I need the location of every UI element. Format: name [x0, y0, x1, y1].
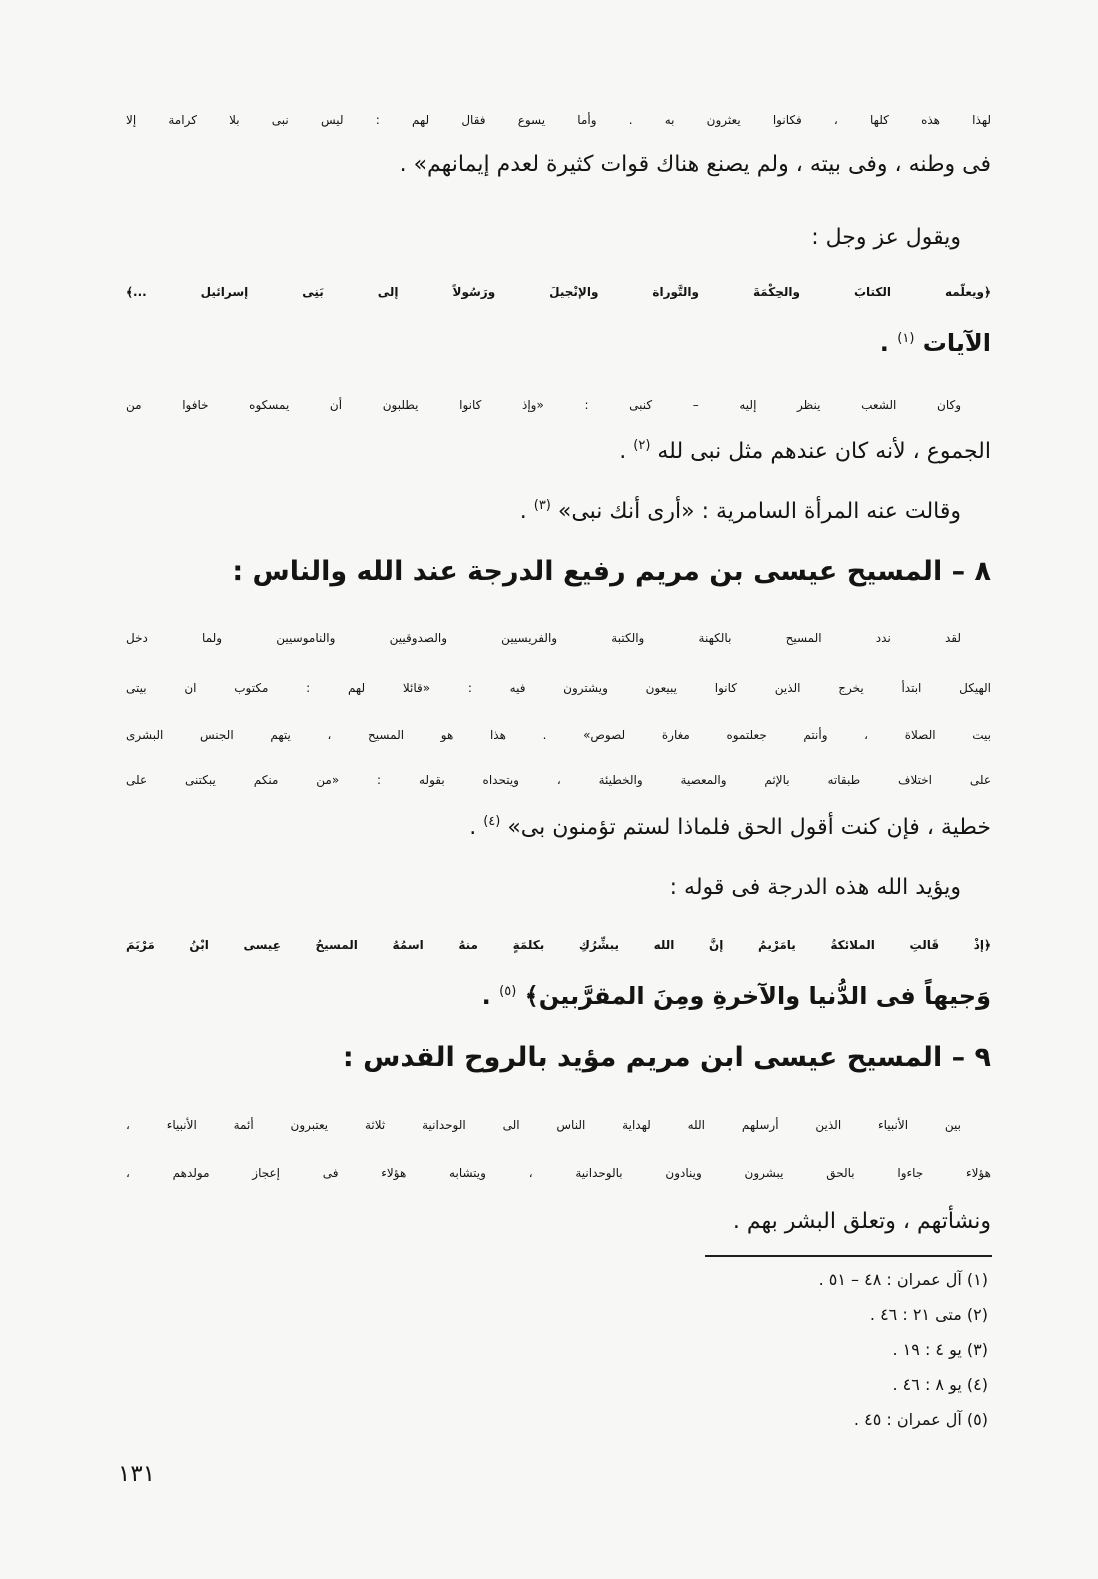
body-line — [126, 429, 991, 475]
footnote-ref: (٥) — [499, 984, 517, 999]
footnote-ref: (٣) — [533, 498, 551, 513]
body-line: بيت الصلاة ، وأنتم جعلتموه مغارة لصوص» . هذا هو المسيح ، يتهم الجنس البشرى — [126, 728, 991, 742]
verse-intro-line: ويؤيد الله هذه الدرجة فى قوله : — [669, 875, 961, 900]
body-line — [126, 805, 991, 851]
footnote-ref: (٤) — [483, 814, 501, 829]
body-line: على اختلاف طبقاته بالإثم والمعصية والخطيئة ، ويتحداه بقوله : «من منكم يبكتنى على — [126, 773, 991, 787]
footnote: (١) آل عمران : ٤٨ – ٥١ . — [818, 1270, 988, 1289]
verse-text: وَجيهاً فى الدُّنيا والآخرةِ ومِنَ المقرَّبين﴾ — [524, 982, 991, 1010]
footnote: (٤) يو ٨ : ٤٦ . — [892, 1375, 988, 1394]
footnote-ref: (١) — [897, 331, 915, 346]
body-line: وكان الشعب ينظر إليه – كنبى : «وإذ كانوا يطلبون أن يمسكوه خافوا من — [126, 398, 961, 412]
line-end: . — [481, 982, 491, 1010]
line-text: الجموع ، لأنه كان عندهم مثل نبى لله — [657, 439, 991, 464]
verse-text: الآيات — [922, 329, 991, 357]
body-line — [126, 489, 991, 535]
line-end: . — [619, 439, 627, 464]
section-heading: ٩ – المسيح عيسى ابن مريم مؤيد بالروح القدس : — [342, 1042, 991, 1073]
footnote: (٥) آل عمران : ٤٥ . — [853, 1410, 988, 1429]
footnote: (٢) متى ٢١ : ٤٦ . — [869, 1305, 988, 1324]
body-line: الهيكل ابتدأ يخرج الذين كانوا يبيعون ويشترون فيه : «قائلا لهم : مكتوب ان بيتى — [126, 681, 991, 695]
verse-intro-line: ويقول عز وجل : — [811, 225, 961, 250]
body-line: ونشأتهم ، وتعلق البشر بهم . — [732, 1209, 991, 1234]
section-heading: ٨ – المسيح عيسى بن مريم رفيع الدرجة عند الله والناس : — [232, 556, 991, 587]
quran-verse-line: ﴿ويعلّمه الكتابَ والحِكْمَةَ والتَّوراة والإنْجيلَ ورَسُولاً إلى بَنِى إسرائيل ...﴾ — [126, 285, 991, 299]
quran-verse-line — [126, 320, 991, 366]
body-line: لهذا هذه كلها ، فكانوا يعثرون به . وأما يسوع فقال لهم : ليس نبى بلا كرامة إلا — [126, 113, 991, 127]
footnote-ref: (٢) — [633, 438, 651, 453]
line-end: . — [469, 815, 477, 840]
footnote-divider — [705, 1255, 992, 1257]
page-number: ١٣١ — [118, 1461, 156, 1487]
line-end: . — [519, 499, 527, 524]
body-line: لقد ندد المسيح بالكهنة والكتبة والفريسيين والصدوقيين والناموسيين ولما دخل — [126, 631, 961, 645]
body-line: بين الأنبياء الذين أرسلهم الله لهداية الناس الى الوحدانية ثلاثة يعتبرون أئمة الأنبياء ، — [126, 1118, 961, 1132]
body-line: هؤلاء جاءوا بالحق يبشرون وينادون بالوحدانية ، ويتشابه هؤلاء فى إعجاز مولدهم ، — [126, 1166, 991, 1180]
line-end: . — [879, 329, 889, 357]
quran-verse-line: ﴿إذْ قَالتِ الملائكةُ يامَرْيمُ إنَّ الله يبشِّرُكِ بكلمَةٍ منهُ اسمُهُ المسيحُ عِيسى ابْنُ مَرْيَمَ — [126, 938, 991, 952]
body-line: فى وطنه ، وفى بيته ، ولم يصنع هناك قوات كثيرة لعدم إيمانهم» . — [399, 152, 991, 177]
quran-verse-line — [126, 973, 991, 1019]
footnote: (٣) يو ٤ : ١٩ . — [892, 1340, 988, 1359]
line-text: خطية ، فإن كنت أقول الحق فلماذا لستم تؤمنون بى» — [507, 815, 991, 840]
line-text: وقالت عنه المرأة السامرية : «أرى أنك نبى» — [557, 499, 961, 524]
